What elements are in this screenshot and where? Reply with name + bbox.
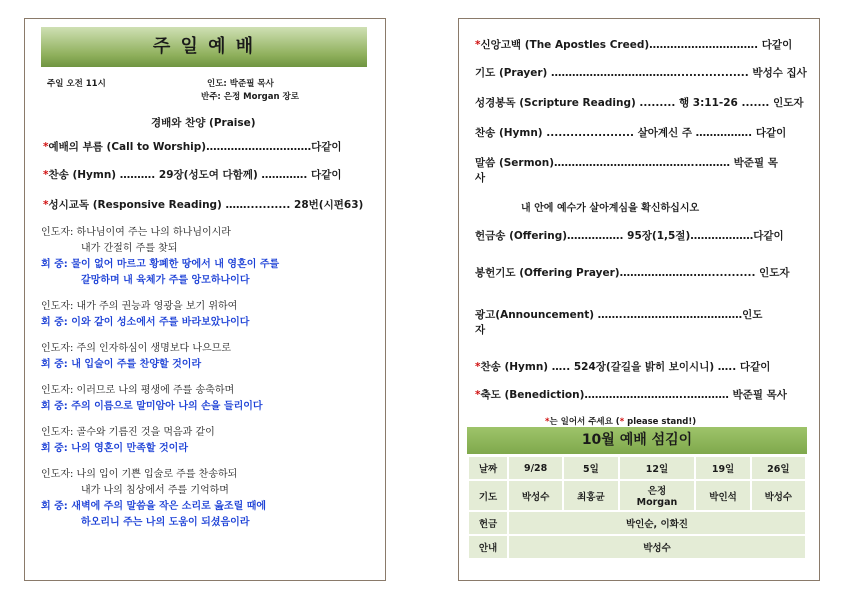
- reading-pair: [41, 425, 279, 457]
- leader-line: 내가 나의 침상에서 주를 기억하며: [81, 485, 229, 496]
- schedule-cell: 박인순, 이화진: [508, 511, 806, 535]
- schedule-cell: 12일: [619, 456, 696, 480]
- order-item: [475, 37, 792, 52]
- required-mark: *: [475, 39, 481, 51]
- congregation-line: 하오리니 주는 나의 도움이 되셨음이라: [81, 517, 250, 528]
- service-time: 주일 오전 11시: [47, 79, 106, 89]
- leader-line: 인도자: 이러므로 나의 평생에 주를 송축하며: [41, 385, 235, 396]
- schedule-label: 기도: [468, 480, 508, 511]
- reading-pair: [41, 341, 279, 373]
- schedule-label: 헌금: [468, 511, 508, 535]
- schedule-cell: 최홍균: [563, 480, 618, 511]
- schedule-row: [468, 511, 806, 535]
- required-mark: *: [43, 169, 49, 181]
- order-item: [475, 155, 778, 185]
- reading-pair: [41, 225, 279, 289]
- order-item-continued: 자: [475, 324, 486, 336]
- congregation-line: 갈망하며 내 육체가 주를 앙모하나이다: [81, 275, 250, 286]
- leader-line: 인도자: 하나님이여 주는 나의 하나님이시라: [41, 227, 231, 238]
- praise-heading: 경배와 찬양 (Praise): [151, 117, 256, 129]
- order-item-text: 말씀 (Sermon)…………………………………..……… 박준필 목: [475, 157, 778, 169]
- order-item-text: 예배의 부름 (Call to Worship)…………………………다같이: [48, 141, 342, 153]
- schedule-table: [467, 455, 807, 560]
- right-page: [458, 18, 820, 581]
- leader-line: 인도자: 나의 입이 기쁜 입술로 주를 찬송하되: [41, 469, 238, 480]
- schedule-cell: 5일: [563, 456, 618, 480]
- order-item-text: 기도 (Prayer) ……………………………….................. 박성수 집사: [475, 67, 807, 79]
- left-page: [24, 18, 386, 581]
- schedule-cell: 박성수: [508, 480, 563, 511]
- reading-pair: [41, 299, 279, 331]
- order-item: [475, 125, 786, 140]
- schedule-label: 안내: [468, 535, 508, 559]
- order-item-text: 축도 (Benediction)………………………..………… 박준필 목사: [480, 389, 787, 401]
- reading-pair: [41, 383, 279, 415]
- schedule-label: 날짜: [468, 456, 508, 480]
- stand-note: *는 일어서 주세요 (* please stand!): [545, 417, 697, 427]
- schedule-row: [468, 480, 806, 511]
- order-item-text: 성경봉독 (Scripture Reading) ......... 행 3:11-26 ....... 인도자: [475, 97, 804, 109]
- schedule-row: [468, 535, 806, 559]
- order-item: [43, 167, 341, 182]
- page-title: 주 일 예 배: [41, 27, 367, 67]
- schedule-cell: 박인석: [695, 480, 750, 511]
- order-item-text: 신앙고백 (The Apostles Creed)…………………………. 다같이: [480, 39, 793, 51]
- order-item-text: 광고(Announcement) ……..……………………………인도: [475, 309, 763, 321]
- order-item: [475, 228, 784, 243]
- required-mark: *: [43, 199, 49, 211]
- schedule-cell: 박성수: [751, 480, 806, 511]
- leader-line: 인도자: 주의 인자하심이 생명보다 나으므로: [41, 343, 231, 354]
- required-mark: *: [475, 361, 481, 373]
- leader-line: 내가 간절히 주를 찾되: [81, 243, 178, 254]
- schedule-cell: 은정 Morgan: [619, 480, 696, 511]
- leader-line: 인도자: 내가 주의 권능과 영광을 보기 위하여: [41, 301, 238, 312]
- order-item: [475, 95, 804, 110]
- order-item: [475, 307, 762, 337]
- order-item: [475, 387, 787, 402]
- congregation-line: 회 중: 나의 영혼이 만족할 것이라: [41, 443, 188, 454]
- order-item-text: 찬송 (Hymn) ………. 29장(성도여 다함께) …………. 다같이: [48, 169, 342, 181]
- order-item-text: 찬송 (Hymn) ….. 524장(갈길을 밝히 보이시니) ….. 다같이: [480, 361, 771, 373]
- order-item-text: 헌금송 (Offering)……………. 95장(1,5절)………………다같이: [475, 230, 784, 242]
- congregation-line: 회 중: 물이 없어 마르고 황폐한 땅에서 내 영혼이 주를: [41, 259, 280, 270]
- schedule-title: 10월 예배 섬김이: [467, 427, 807, 454]
- responsive-reading: [41, 225, 279, 541]
- order-item: [475, 359, 770, 374]
- order-item: [521, 199, 699, 214]
- leader-line: 인도자: 골수와 기름진 것을 먹음과 같이: [41, 427, 215, 438]
- required-mark: *: [475, 389, 481, 401]
- congregation-line: 회 중: 내 입술이 주를 찬양할 것이라: [41, 359, 202, 370]
- schedule-row: [468, 456, 806, 480]
- schedule-cell: 19일: [695, 456, 750, 480]
- order-item-continued: 사: [475, 172, 486, 184]
- order-item: [475, 65, 807, 80]
- order-item: [475, 265, 790, 280]
- order-item: [43, 139, 342, 154]
- reading-pair: [41, 467, 279, 531]
- order-item-text: 내 안에 예수가 살아계심을 확신하십시오: [521, 203, 700, 214]
- order-item-text: 찬송 (Hymn) ...................... 살아계신 주 ……………. 다같이: [475, 127, 787, 139]
- congregation-line: 회 중: 이와 같이 성소에서 주를 바라보았나이다: [41, 317, 250, 328]
- service-accompanist: 반주: 은정 Morgan 장로: [201, 92, 299, 102]
- order-item: [43, 197, 363, 212]
- order-item-text: 성시교독 (Responsive Reading) ……........... 28번(시편63): [48, 199, 364, 211]
- congregation-line: 회 중: 새벽에 주의 말씀을 작은 소리로 읊조릴 때에: [41, 501, 267, 512]
- schedule-cell: 박성수: [508, 535, 806, 559]
- required-mark: *: [43, 141, 49, 153]
- schedule-cell: 26일: [751, 456, 806, 480]
- schedule-cell: 9/28: [508, 456, 563, 480]
- order-item-text: 봉헌기도 (Offering Prayer)………………….…............ 인도자: [475, 267, 790, 279]
- congregation-line: 회 중: 주의 이름으로 말미암아 나의 손을 들리이다: [41, 401, 263, 412]
- service-leader: 인도: 박준필 목사: [207, 79, 274, 89]
